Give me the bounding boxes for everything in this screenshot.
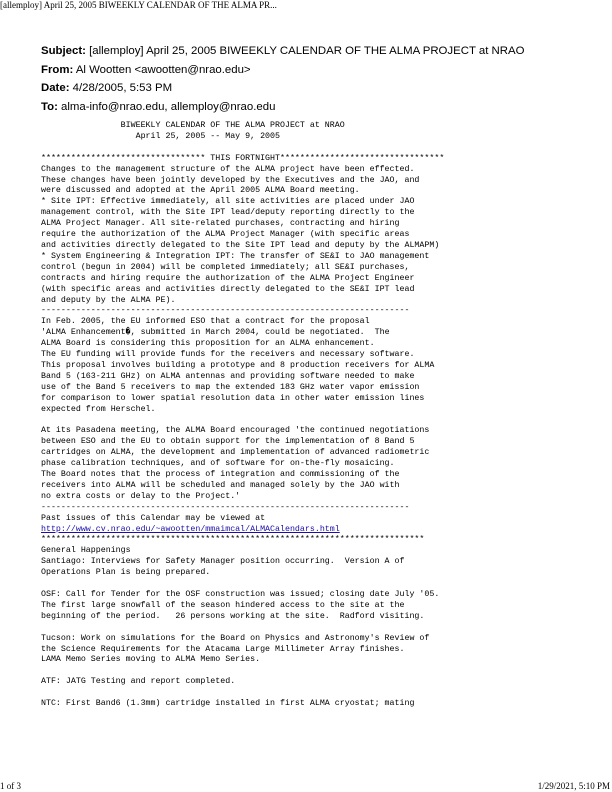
calendar-date-range: April 25, 2005 -- May 9, 2005 [41, 131, 280, 141]
date-row [41, 79, 601, 98]
page-number: 1 of 3 [0, 781, 21, 791]
from-label: From: [41, 63, 74, 76]
to-label: To: [41, 100, 58, 113]
date-value: 4/28/2005, 5:53 PM [72, 82, 173, 95]
body-section-general-happenings: ***************************************************************************** General Happenings Santiago: Interviews for Safety Manager position occurring. Version A of Operations Plan is being prepared. OSF: Call for Tender for the OSF construction was issued; closing date July '05. The first large snowfall of the season hindered access to the site at the beginning of the period. 26 persons working at the site. Radford visiting. Tucson: Work on simulations for the Board on Physics and Astronomy's Review of the Science Requirements for the Atacama Large Millimeter Array finishes. LAMA Memo Series moving to ALMA Memo Series. ATF: JATG Testing and report completed. NTC: First Band6 (1.3mm) cartridge installed in first ALMA cryostat; mating [41, 535, 440, 709]
from-value: Al Wootten <awootten@nrao.edu> [75, 63, 251, 76]
email-body [41, 121, 444, 710]
subject-row [41, 42, 601, 61]
subject-label: Subject: [41, 45, 86, 57]
to-value: alma-info@nrao.edu, allemploy@nrao.edu [61, 100, 276, 113]
calendar-heading: BIWEEKLY CALENDAR OF THE ALMA PROJECT at NRAO [41, 121, 345, 130]
page-header-title: [allemploy] April 25, 2005 BIWEEKLY CALENDAR OF THE ALMA PR... [0, 0, 277, 10]
body-section-fortnight: ********************************* THIS FORTNIGHT********************************* Changes to the management structure of the ALMA project have been effected. These changes have been jointly developed by the Executives and the JAO, and were discussed and adopted at the April 2005 ALMA Board meeting. * Site IPT: Effective immediately, all site activities are placed under JAO management control, with the Site IPT lead/deputy reporting directly to the ALMA Project Manager. All site-related purchases, contracting and hiring require the authorization of the ALMA Project Manager (with specific areas and activities directly delegated to the Site IPT lead and deputy by the ALMAPM) * System Engineering & Integration IPT: The transfer of SE&I to JAO management control (begun in 2004) will be completed immediately; all SE&I purchases, contracts and hiring require the authorization of the ALMA Project Engineer (with specific areas and activities directly delegated to the SE&I IPT lead and deputy by the ALMA PE). -------------------------------------------------------------------------- In Feb. 2005, the EU informed ESO that a contract for the proposal 'ALMA Enhancement�, submitted in March 2004, could be negotiated. The ALMA Board is considering this proposition for an ALMA enhancement. The EU funding will provide funds for the receivers and necessary software. This proposal involves building a prototype and 8 production receivers for ALMA Band 5 (163-211 GHz) on ALMA antennas and providing software needed to make use of the Band 5 receivers to map the extended 183 GHz water vapor emission for comparison to lower spatial resolution data in other water emission lines expected from Herschel. At its Pasadena meeting, the ALMA Board encouraged 'the continued negotiations between ESO and the EU to obtain support for the implementation of 8 Band 5 cartridges on ALMA, the development and implementation of advanced radiometric phase calibration techniques, and of software for on-the-fly mosaicing. The Board notes that the process of integration and commissioning of the receivers into ALMA will be scheduled and managed solely by the JAO with no extra costs or delay to the Project.' -------------------------------------------------------------------------- Past issues of this Calendar may be viewed at [41, 153, 445, 523]
from-row [41, 61, 601, 80]
to-row [41, 98, 601, 117]
email-header [41, 42, 601, 116]
subject-value: [allemploy] April 25, 2005 BIWEEKLY CALENDAR OF THE ALMA PROJECT at NRAO [89, 45, 525, 57]
calendar-archive-link[interactable]: http://www.cv.nrao.edu/~awootten/mmaimcal/ALMACalendars.html [41, 524, 340, 534]
date-label: Date: [41, 82, 70, 95]
print-timestamp: 1/29/2021, 5:10 PM [537, 781, 610, 791]
